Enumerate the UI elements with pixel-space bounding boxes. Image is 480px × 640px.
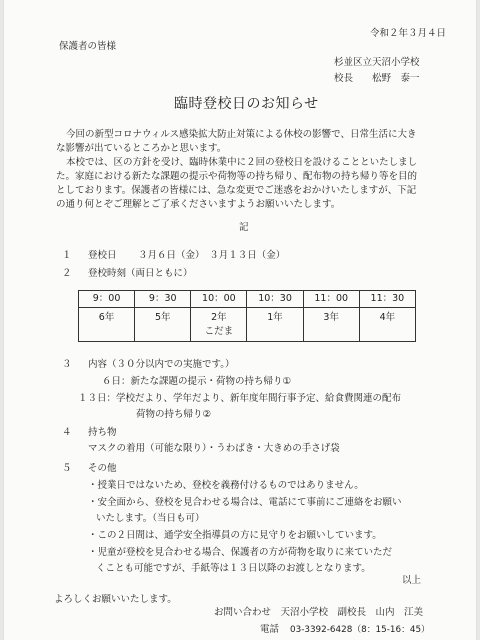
- item3-line-1: ６日：新たな課題の提示・荷物の持ち帰り①: [102, 376, 292, 387]
- grade-label: 5年: [154, 312, 171, 323]
- item4-number: ４: [62, 427, 72, 438]
- item3-label: 内容（３０分以内での実施です。）: [88, 359, 235, 370]
- item5-bullet-3: ・この２日間は、通学安全指導員の方に見守りをお願いしています。: [88, 530, 382, 541]
- intro-line-2: な影響が出ているところかと思います。: [56, 143, 227, 154]
- item1-number: １: [62, 250, 72, 261]
- school-name: 杉並区立天沼小学校: [334, 57, 420, 68]
- document-title: 臨時登校日のお知らせ: [174, 96, 319, 112]
- item4-line-1: マスクの着用（可能な限り）・うわばき・大きめの手さげ袋: [88, 443, 340, 454]
- grade-label: 2年: [211, 312, 227, 323]
- item5-bullet-2: ・安全面から、登校を見合わせる場合は、電話にて事前にご連絡をお願い: [88, 497, 402, 508]
- item1-value: ３月６日（金） ３月１３日（金）: [138, 250, 286, 261]
- ki-heading: 記: [239, 222, 249, 233]
- time-cell: 10：00: [191, 291, 247, 308]
- document-page: [4, 0, 476, 640]
- closing-greeting: よろしくお願いいたします。: [54, 594, 177, 605]
- grade-cell: [135, 308, 191, 342]
- addressee: 保護者の皆様: [59, 41, 117, 52]
- item5-bullet-4-cont: くことも可能ですが、手紙等は１３日以降のお渡しとなります。: [96, 563, 371, 574]
- item4-label: 持ち物: [88, 427, 117, 438]
- item2-number: ２: [62, 268, 72, 279]
- grade-cell: [191, 308, 247, 342]
- contact-info: お問い合わせ 天沼小学校 副校長 山内 江美: [214, 607, 424, 618]
- grade-label: 1年: [267, 312, 283, 323]
- item2-label: 登校時刻（両日ともに）: [88, 268, 193, 279]
- intro-line-6: の通り何とぞご理解とご了承くださいますようお願いいたします。: [56, 199, 341, 210]
- grade-cell: [247, 308, 303, 342]
- item5-bullet-1: ・授業日ではないため、登校を義務付けるものではありません。: [88, 480, 364, 491]
- item5-bullet-4: ・児童が登校を見合わせる場合、保護者の方が荷物を取りに来ていただ: [88, 547, 393, 558]
- time-cell: 9：30: [135, 291, 191, 308]
- intro-line-5: としております。保護者の皆様には、急な変更でご迷惑をおかけいたしますが、下記: [56, 185, 417, 196]
- item5-number: ５: [62, 463, 72, 474]
- document-date: 令和２年３月４日: [369, 28, 446, 39]
- item5-bullet-2-cont: いたします。（当日も可）: [96, 513, 205, 524]
- phone-label: 電話: [260, 624, 280, 635]
- grade-label: 3年: [323, 312, 339, 323]
- schedule-table: [78, 290, 416, 342]
- intro-line-4: た。家庭における新たな課題の提示や荷物等の持ち帰り、配布物の持ち帰り等を目的: [56, 171, 418, 182]
- phone-number: 03-3392-6428（8：15-16：45）: [290, 625, 430, 635]
- time-cell: 11：30: [359, 291, 415, 308]
- schedule-grade-row: [79, 308, 416, 342]
- schedule-time-row: [79, 291, 416, 308]
- item5-label: その他: [88, 463, 117, 474]
- grade-label: 4年: [379, 312, 396, 323]
- time-cell: 10：30: [247, 291, 303, 308]
- grade-cell: [79, 308, 135, 342]
- time-cell: 11：00: [303, 291, 359, 308]
- principal-name: 校長 松野 泰一: [334, 73, 420, 84]
- item3-line-3: 荷物の持ち帰り②: [136, 409, 212, 420]
- intro-line-3: 本校では、区の方針を受け、臨時休業中に２回の登校日を設けることといたしまし: [66, 157, 418, 168]
- grade-cell: [359, 308, 415, 342]
- ijo-closing: 以上: [402, 575, 422, 586]
- grade-cell: [303, 308, 359, 342]
- time-cell: 9：00: [79, 291, 135, 308]
- item3-number: ３: [62, 359, 72, 370]
- item1-label: 登校日: [88, 250, 117, 261]
- intro-line-1: 今回の新型コロナウィルス感染拡大防止対策による休校の影響で、日常生活に大き: [66, 129, 417, 140]
- kodama-label: こだま: [204, 326, 234, 337]
- item3-line-2: １３日：学校だより、学年だより、新年度年間行事予定、給食費関連の配布: [78, 393, 402, 404]
- grade-label: 6年: [98, 312, 115, 323]
